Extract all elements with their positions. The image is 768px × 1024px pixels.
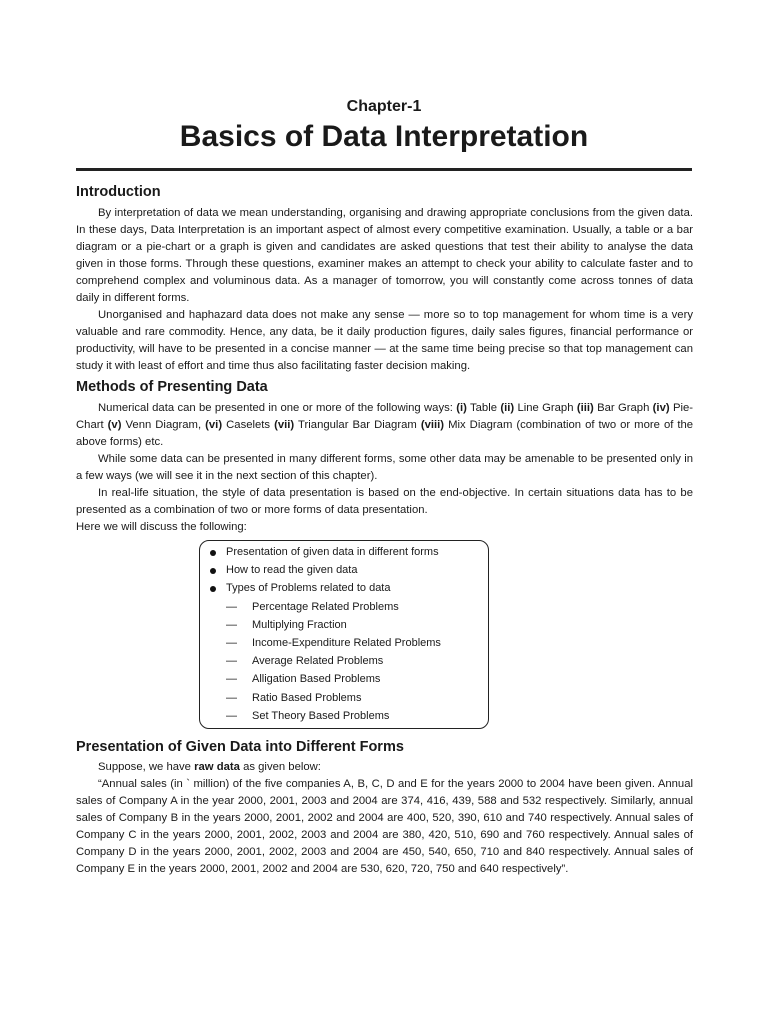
sub-item-text: Income-Expenditure Related Problems bbox=[252, 637, 441, 650]
way-num: (ii) bbox=[500, 402, 515, 414]
intro-paragraph-1: By interpretation of data we mean understanding, organising and drawing appropriate conclusions from the given data. In these days, Data Interpretation is an important aspect of almost every competitive examination. Usually, a table or a bar diagram or a pie-chart or a graph is given and candidates are asked questions that test their ability to analyse the data given in those forms. Through these questions, examiner makes an attempt to check your ability to calculate faster and to comprehend complex and voluminous data. As a manager of tomorrow, you will constantly come across tonnes of data daily in different forms. bbox=[76, 207, 693, 304]
raw-data-term: raw data bbox=[194, 761, 240, 774]
bullet-item bbox=[200, 579, 488, 597]
title-rule bbox=[76, 168, 692, 171]
sub-item-text: Ratio Based Problems bbox=[252, 691, 362, 704]
dash-icon: — bbox=[226, 709, 237, 722]
text-span: Suppose, we have bbox=[98, 761, 191, 774]
sub-item bbox=[200, 598, 488, 616]
sub-item-text: Multiplying Fraction bbox=[252, 618, 347, 631]
bullet-icon bbox=[210, 550, 216, 556]
sub-item-text: Average Related Problems bbox=[252, 655, 384, 668]
bullet-text: Presentation of given data in different forms bbox=[226, 546, 439, 558]
chapter-label: Chapter-1 bbox=[346, 98, 422, 115]
way-num: (i) bbox=[456, 402, 467, 414]
way-name: Line Graph bbox=[517, 402, 574, 414]
way-name: Venn Diagram, bbox=[125, 419, 202, 431]
methods-paragraph-1 bbox=[76, 400, 693, 451]
way-num: (viii) bbox=[420, 419, 445, 431]
bullet-icon bbox=[210, 586, 216, 592]
bullet-item bbox=[200, 561, 488, 579]
sub-item-text: Alligation Based Problems bbox=[252, 673, 381, 686]
dash-icon: — bbox=[226, 600, 237, 613]
sub-item bbox=[200, 652, 488, 670]
way-name: Triangular Bar Diagram bbox=[298, 419, 417, 431]
methods-paragraph-4: Here we will discuss the following: bbox=[76, 521, 247, 533]
sub-item bbox=[200, 634, 488, 652]
way-num: (vii) bbox=[274, 419, 295, 431]
presentation-paragraph-1 bbox=[76, 759, 693, 776]
sub-item-text: Set Theory Based Problems bbox=[252, 709, 390, 722]
sub-item bbox=[200, 616, 488, 634]
bullet-item bbox=[200, 543, 488, 561]
chapter-title: Basics of Data Interpretation bbox=[179, 120, 589, 153]
intro-paragraph-2: Unorganised and haphazard data does not make any sense — more so to top management for whom time is a very valuable and rare commodity. Hence, any data, be it daily production figures, daily sales figures, financial performance or productivity, will have to be presented in a concise manner — at the same time being precise so that top management can study it with least of effort and time thus also facilitating faster decision making. bbox=[76, 309, 693, 372]
way-name: Bar Graph bbox=[597, 402, 650, 414]
way-name: Caselets bbox=[226, 419, 271, 431]
dash-icon: — bbox=[226, 673, 237, 686]
methods-lead: Numerical data can be presented in one or more of the following ways: bbox=[98, 402, 453, 414]
sub-item-text: Percentage Related Problems bbox=[252, 600, 399, 613]
dash-icon: — bbox=[226, 637, 237, 650]
way-name: Pie-Chart bbox=[76, 402, 694, 431]
presentation-paragraph-2: “Annual sales (in ` million) of the five companies A, B, C, D and E for the years 2000 to 2004 have been given. Annual sales of Company A in the year 2000, 2001, 2003 and 2004 are 374, 416, 439, 588 and 532 respectively. Similarly, annual sales of Company B in the years 2000, 2001, 2002 and 2004 are 400, 520, 390, 610 and 740 respectively. Annual sales of Company C in the years 2000, 2001, 2002, 2003 and 2004 are 380, 420, 510, 690 and 760 respectively. Annual sales of Company D in the years 2000, 2001, 2002, 2003 and 2004 are 450, 540, 650, 710 and 840 respectively. Annual sales of Company E in the years 2000, 2001, 2002 and 2004 are 530, 620, 720, 750 and 640 respectively”. bbox=[76, 778, 693, 876]
heading-methods: Methods of Presenting Data bbox=[76, 379, 268, 395]
dash-icon: — bbox=[226, 618, 237, 631]
page-body bbox=[76, 184, 693, 878]
sub-item bbox=[200, 670, 488, 688]
methods-paragraph-3: In real-life situation, the style of data presentation is based on the end-objective. In certain situations data has to be presented as a combination of two or more forms of data presentation. bbox=[76, 487, 693, 516]
text-span: as given below: bbox=[243, 761, 321, 774]
heading-presentation: Presentation of Given Data into Different Forms bbox=[76, 739, 404, 756]
methods-tail: (combination of two or more of the above forms) etc. bbox=[76, 419, 694, 448]
sub-item bbox=[200, 689, 488, 707]
dash-icon: — bbox=[226, 691, 237, 704]
way-num: (iii) bbox=[576, 402, 594, 414]
methods-paragraph-2: While some data can be presented in many different forms, some other data may be amenable to be presented only in a few ways (we will see it in the next section of this chapter). bbox=[76, 453, 693, 482]
way-num: (iv) bbox=[652, 402, 670, 414]
bullet-text: How to read the given data bbox=[226, 564, 358, 577]
way-name: Table bbox=[469, 402, 497, 414]
way-num: (v) bbox=[107, 419, 122, 431]
heading-introduction: Introduction bbox=[76, 184, 161, 200]
way-name: Mix Diagram bbox=[448, 419, 513, 431]
dash-icon: — bbox=[226, 655, 237, 668]
bullet-icon bbox=[210, 568, 216, 574]
bullet-text: Types of Problems related to data bbox=[226, 582, 391, 595]
topics-box bbox=[199, 540, 489, 729]
way-num: (vi) bbox=[205, 419, 223, 431]
sub-item bbox=[200, 707, 488, 725]
